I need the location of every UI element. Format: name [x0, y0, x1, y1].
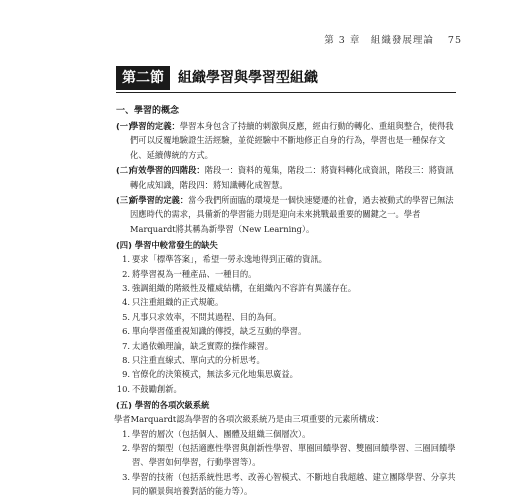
list-text: 學習的類型（包括適應性學習與創新性學習、單圈回饋學習、雙圈回饋學習、三圈回饋學習、學習如何學習，行動學習等）。: [132, 442, 456, 468]
list-item: [116, 267, 460, 281]
list-text: 官僚化的決策模式，無法多元化地集思廣益。: [132, 369, 298, 380]
body-text: [116, 104, 460, 499]
list-text: 將學習視為一種產品、一種目的。: [132, 268, 257, 279]
definition-text: [130, 119, 460, 162]
section-heading: [116, 66, 456, 93]
list-item: [116, 441, 460, 470]
definition-item: [116, 163, 460, 192]
list-number: 9.: [122, 369, 130, 380]
list-number: 7.: [122, 340, 130, 351]
list-number: 4.: [122, 297, 130, 308]
section-title: 組織學習與學習型組織: [178, 70, 318, 86]
definition-number: (一): [116, 121, 132, 131]
list-item: [116, 295, 460, 309]
list-text: 凡事只求效率，不問其過程、目的為何。: [132, 311, 282, 322]
list-text: 學習的層次（包括個人、團體及組織三個層次）。: [132, 428, 311, 439]
definition-text: [130, 193, 460, 236]
definition-item: [116, 119, 460, 162]
list-text: 只注重組織的正式規範。: [132, 297, 224, 308]
list-text: 太過依賴理論，缺乏實際的操作練習。: [132, 340, 274, 351]
defects-heading: (四) 學習中較常發生的缺失: [116, 240, 218, 251]
part-heading: 一、學習的概念: [116, 106, 180, 116]
list-number: 3.: [122, 471, 130, 482]
definition-term: 有效學習的四階段：: [130, 165, 205, 176]
list-number: 6.: [122, 326, 130, 337]
subsystems-list: [116, 427, 460, 499]
list-item: [116, 339, 460, 353]
list-number: 5.: [122, 311, 130, 322]
subsystems-heading: (五) 學習的各項次級系統: [116, 400, 210, 411]
list-item: [116, 427, 460, 441]
list-item: [116, 281, 460, 295]
list-text: 不鼓勵創新。: [132, 383, 182, 394]
list-number: 3.: [122, 283, 130, 294]
definition-body: 當今我們所面臨的環境是一個快速變遷的社會，過去被動式的學習已無法因應時代的需求，具備新的學習能力則是迎向未來挑戰最重要的關鍵之一。學者Marquardt將其稱為新學習（New Learning）。: [130, 195, 454, 234]
list-text: 強調組織的階級性及權威結構，在組織內不容許有異議存在。: [132, 283, 357, 294]
definition-number: (二): [116, 165, 132, 176]
definition-body: 階段一：資料的蒐集，階段二：將資料轉化成資訊，階段三：將資訊轉化成知識，階段四：將知識轉化成智慧。: [130, 165, 454, 190]
list-number: 10.: [116, 383, 130, 394]
list-text: 學習的技術（包括系統性思考、改善心智模式、不斷地自我超越、建立團隊學習、分享共同的願景與培養對話的能力等）。: [132, 471, 456, 497]
definition-item: [116, 193, 460, 236]
list-number: 8.: [122, 354, 130, 365]
defects-list: [116, 252, 460, 396]
definition-body: 學習本身包含了持續的刺激與反應，經由行動的轉化、重組與整合，使得我們可以反覆地驗證生活經驗，並從經驗中不斷地修正自身的行為，學習也是一種保存文化、延續傳統的方式。: [130, 121, 454, 160]
list-number: 1.: [122, 428, 130, 439]
list-item: [116, 367, 460, 381]
definition-text: [130, 163, 460, 192]
section-tag: 第二節: [116, 66, 170, 90]
list-item: [116, 382, 460, 396]
list-item: [116, 252, 460, 266]
definition-term: 學習的定義：: [130, 121, 180, 131]
list-item: [116, 470, 460, 499]
list-text: 要求「標準答案」，希望一勞永逸地得到正確的資訊。: [132, 254, 327, 265]
list-number: 1.: [122, 254, 130, 265]
list-text: 只注重直線式、單向式的分析思考。: [132, 354, 265, 365]
list-text: 單向學習僅重視知識的傳授，缺乏互動的學習。: [132, 326, 307, 337]
definition-number: (三): [116, 195, 132, 206]
list-item: [116, 310, 460, 324]
list-item: [116, 353, 460, 367]
page-number: 75: [447, 35, 462, 46]
running-head: [324, 32, 462, 46]
definition-term: 新學習的定義：: [130, 195, 189, 206]
subsystems-intro: 學者Marquardt認為學習的各項次級系統乃是由三項重要的元素所構成：: [114, 414, 384, 425]
list-item: [116, 324, 460, 338]
chapter-title: 第 3 章 組織發展理論: [324, 35, 434, 46]
list-number: 2.: [122, 268, 130, 279]
list-number: 2.: [122, 442, 130, 453]
